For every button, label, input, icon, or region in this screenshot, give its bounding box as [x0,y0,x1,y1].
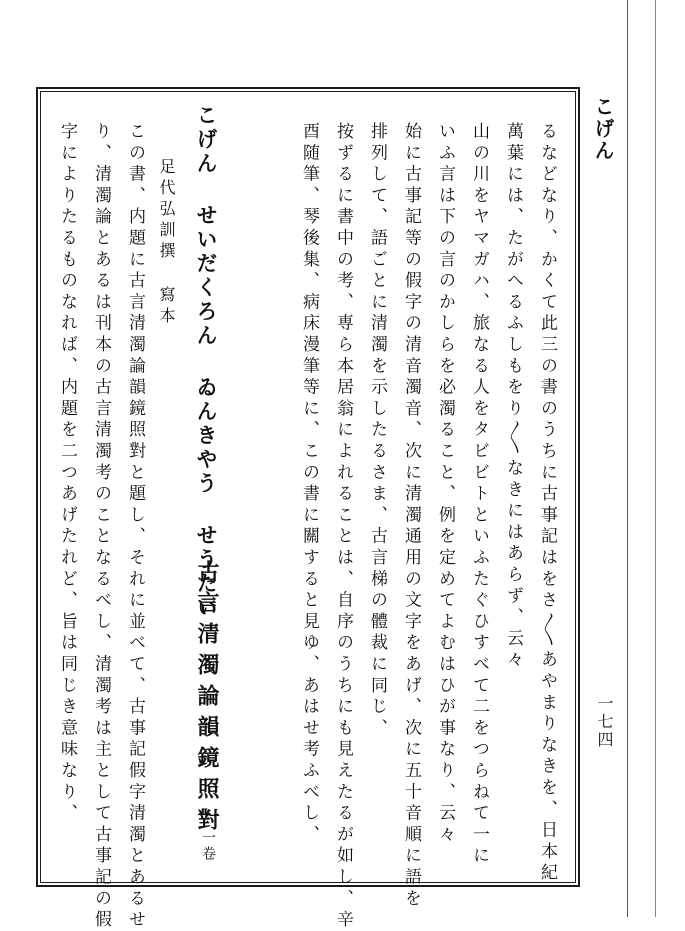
text-line-2: 萬葉には、たがへるふしもをり〳〵なきにはあらず、云々 [503,122,523,672]
text-line-8: 酉随筆、琴後集、病床漫筆等に、この書に關すると見ゆ、あはせ考ふべし、 [299,122,319,847]
right-margin-rule [627,0,628,917]
entry-title-reading: こげん せいだくろん ゐんきやう せうたい [194,104,219,620]
right-edge-rule [655,0,656,917]
section-header: こげん [591,96,615,162]
text-line-5: 始に古事記等の假字の清音濁音、次に清濁通用の文字をあげ、次に五十音順に語を [401,122,421,911]
entry-line-1: この書、内題に古言清濁論韻鏡照對と題し、それに並べて、古事記假字清濁とあるせ [125,122,145,931]
page-number: 一七四 [595,695,614,749]
text-line-6: 排列して、語ごとに清濁を示したるさま、古言梯の體裁に同じ、 [367,122,387,740]
text-line-1: るなどなり、かくて此三の書のうちに古事記はをさ〳〵あやまりなきを、日本紀 [537,122,557,885]
entry-volumes: 一卷 [200,830,216,862]
text-line-4: いふ言は下の言のかしらを必濁ること、例を定めてよむはひが事なり、云々 [435,122,455,847]
text-line-3: 山の川をヤマガハ、旅なる人をタビビトといふたぐひすべて二をつらねて一に [469,122,489,868]
entry-title: 古言清濁論韻鏡照對 [194,560,220,839]
entry-line-2: り、清濁論とあるは刊本の古言清濁考のことなるべし、清濁考は主として古事記の假 [91,122,111,931]
entry-copy-type: 寫本 [157,286,176,328]
entry-author: 足代弘訓撰 [157,158,176,263]
entry-line-3: 字によりたるものなれば、内題を二つあげたれど、旨は同じき意味なり、 [57,122,77,825]
text-line-7: 按ずるに書中の考、専ら本居翁によれることは、自序のうちにも見えたるが如し、辛 [333,122,353,931]
